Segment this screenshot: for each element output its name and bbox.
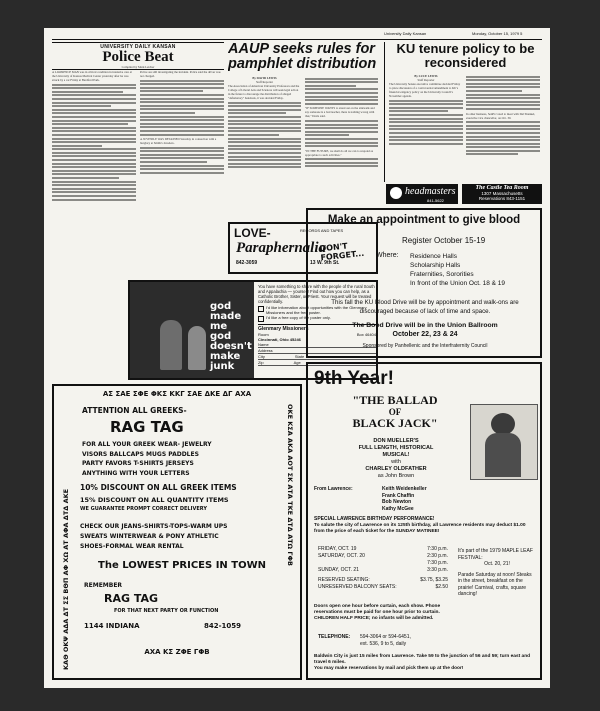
castle-reservations: Reservations 843-1151 [478,196,526,201]
glenmary-box: Box 46404 [356,332,376,338]
unreserved-label: UNRESERVED BALCONY SEATS: [318,584,397,590]
ku-lead: The University Senate executive committee decided Friday to place discussion of a controversial amendment to KU's financial exigency policy on the University Council's November agenda. [389,82,461,98]
greek-letters-bottom: ΑΧΑ ΚΣ ΖΦΕ ΓΦΒ [144,648,210,656]
ku-byline: By LUCE LEWIS [414,74,438,78]
police-col-2 [140,70,224,175]
glenmary-text: You have something to share with the people of the rural South and Appalachia — yourself! Find out how you can help, as a Catholic Brother, Sister, or Priest. Your request will be treated confidentially. [258,284,375,304]
child-figure-2 [188,326,206,370]
castle-address: 1307 Massachusetts [481,191,523,196]
telephone-label: TELEPHONE: [318,634,351,640]
child-figure-1 [160,320,182,370]
ballad-title-3: BLACK JACK" [352,416,438,430]
discount-line-2: 15% DISCOUNT ON ALL QUANTITY ITEMS [80,496,229,504]
form-city-field[interactable]: City [258,354,265,360]
cast-4: Kathy McGee [382,505,414,512]
ku-col-1 [389,74,463,146]
ballad-title-2: OF [388,407,402,417]
location-4: In front of the Union Oct. 18 & 19 [410,280,506,287]
telephone-number: 594-3064 or 594-6451, [360,634,411,640]
figure-head [491,413,515,435]
location-2: Scholarship Halls [410,262,461,269]
ku-col-2 [466,74,540,157]
glenmary-option-2-label: I'd like a free copy of the poster only. [266,315,331,321]
blood-drive-location: The Bood Drive will be in the Union Ballroom [352,322,498,329]
baldwin-directions [314,654,538,672]
form-name-field[interactable]: Name [258,342,376,348]
checkbox-icon[interactable] [258,306,264,312]
police-col-1 [52,70,136,202]
date-2: SATURDAY, OCT. 20 [318,553,365,559]
ku-tenure-article [384,42,542,182]
headmasters-ad [386,184,458,204]
newspaper-page [44,28,550,688]
maple-leaf-festival [458,548,536,598]
product-line-1: FOR ALL YOUR GREEK WEAR- JEWELRY [82,441,212,448]
time-1: 7:30 p.m. [427,546,448,552]
doors-info: Doors open one hour before curtain, each show. Phone reservations must be paid for one hour prior to curtain. CHILDREN HALF PRICE; no infants will be admitted. [314,604,441,621]
ballad-star: CHARLEY OLDFATHER [365,466,427,472]
glenmary-photo [130,282,254,378]
checkbox-icon[interactable] [258,316,264,322]
figure-body [485,433,521,477]
time-2: 2:30 p.m. [427,553,448,559]
police-masthead: UNIVERSITY DAILY KANSAN [52,42,224,50]
aaup-col-1 [228,76,301,170]
ku-title: KU tenure policy to be reconsidered [396,42,535,70]
greek-letters-top: ΑΣ ΣΑΕ ΣΦΕ ΦΚΣ ΚΚΓ ΣΑΕ ΔΚΕ ΔΓ ΑΧΑ [102,390,252,398]
header-rule [52,39,542,40]
greek-letters-left: ΚΑΘ ΟΚΨ ΑΔΑ ΔΤ ΣΣ ΒΘΠ ΑΦ ΧΩ ΑΤ ΑΦΑ ΔΤΔ ΑΚΕ [62,488,70,670]
unreserved-price: $2.50 [435,584,448,590]
glenmary-org: Glenmary Missioners [258,326,309,333]
blood-register: Register October 15-19 [402,236,486,245]
blood-where: Where: [376,252,399,259]
page-header [44,28,550,38]
form-age-field[interactable]: Age [293,360,301,366]
cast-from: From Lawrence: [314,486,353,492]
apparel-line-2: SWEATS WINTERWEAR & PONY ATHLETIC [80,533,219,540]
ragtag-name-2: RAG TAG [104,592,159,605]
discount-line-1: 10% DISCOUNT ON ALL GREEK ITEMS [80,483,237,492]
rag-tag-ad [52,384,302,680]
cast-3: Bob Newton [382,499,412,505]
ragtag-remember: REMEMBER [84,582,123,589]
headmasters-phone: 841-5622 [427,198,444,203]
cast-2: Frank Chaffin [382,492,415,499]
delivery-guarantee: WE GUARANTEE PROMPT CORRECT DELIVERY [80,506,207,512]
glenmary-room: Room [258,332,269,338]
love-sub: RECORDS AND TAPES [300,228,344,233]
blood-sponsor: Sponsored by Panhellenic and the Interfraternity Council [362,343,488,349]
ku-role: Staff Reporter [417,78,435,82]
location-3: Fraternities, Sororities [410,271,474,278]
aaup-body2: "IF SOMEONE WANTS to stand out on the sidewalk and say someone is a bad teacher, there is nothing wrong with that," Davis said. [305,106,375,119]
desc-line-2: FULL LENGTH, HISTORICAL [358,445,434,451]
apparel-line-3: SHOES-FORMAL WEAR RENTAL [80,543,184,550]
blood-dates: October 22, 23 & 24 [392,331,458,338]
desc-with: with [391,459,401,465]
love-brand: Paraphernalia [236,240,327,256]
aaup-role: Staff Reporter [255,80,274,84]
love-phone: 842-3059 [236,260,258,266]
maple-parade: Parade Saturday at noon! Steaks in the street, breakfast on the prairie! Carnival, crafts, square dancing! [458,571,532,597]
baldwin-text: Baldwin City is just 15 miles from Lawrence. Take 59 to the junction of 56 and 59; turn east and travel 6 miles. [314,654,531,665]
police-body2: Police are still investigating the incident. Police said the driver was not charged. [140,70,221,78]
police-title: Police Beat [102,49,174,65]
mail-text: You may make reservations by mail and pick them up at the door! [314,666,464,671]
date-1: FRIDAY, OCT. 19 [318,546,357,552]
ballad-black-jack-ad [306,362,542,680]
form-state-field[interactable]: State [294,354,305,360]
aaup-byline: By DAVID LEWIS [252,76,277,80]
ragtag-discounts [80,482,276,513]
glenmary-slogan: god made me god doesn't make junk [210,301,252,372]
love-title: LOVE- [234,226,271,240]
date-3: SUNDAY, OCT. 21 [318,567,359,573]
black-jack-photo [470,404,538,480]
apparel-line-1: CHECK OUR JEANS-SHIRTS-TOPS-WARM UPS [80,523,228,530]
police-credit: Compiled by Mark Letcher [52,65,224,70]
product-line-2: VISORS BALLCAPS MUGS PADDLES [82,450,199,458]
ragtag-address: 1144 INDIANA [84,622,140,630]
aaup-title: AAUP seeks rules for pamphlet distribution [228,42,377,72]
telephone-ext: ext. 536, 9 to 5, daily [360,640,407,647]
love-address: 13 W. 9th St. [310,260,340,266]
aaup-col-2 [305,76,378,169]
header-date: Monday, October 15, 1979 5 [472,31,523,36]
product-line-3: PARTY FAVORS T-SHIRTS JERSEYS [82,460,194,467]
birthday-salute: To salute the city of Lawrence on its 125th birthday, all Lawrence residents may deduct $1.00 from the price of each ticket for the SUNDAY MATINEE! [314,523,526,534]
police-lead: A LAWRENCE MAN was in critical condition in intensive care at the University of Kansas Medical Center yesterday after he was struck by a car Friday at Bardford Park. [52,70,132,82]
blood-para: This fall the KU Blood Drive will be by appointment and walk-ons are discouraged because of lack of time and space. [331,299,519,315]
form-zip-field[interactable]: Zip [258,360,264,366]
showtimes [318,546,448,591]
blood-locations [410,252,505,288]
aaup-lead: The Association of American University Professors and the College of Liberal Arts and Sciences will seek legal action in the future to discourage the distribution of alleged "defamatory" handouts, it was decided Friday. [228,84,300,100]
ragtag-apparel [80,522,276,552]
aaup-article [228,42,378,220]
police-beat-article [52,42,224,274]
police-juvenile: A JUVENILE WAS DETAINED Saturday in connection with a burglary at Smith's Jewelers. [140,137,217,146]
reserved-price: $3.75, $3.25 [420,577,448,583]
ballad-year: 9th Year! [314,368,394,389]
ragtag-attention: ATTENTION ALL GREEKS- [82,406,187,415]
dont-forget-logo: DON'T FORGET... [319,241,365,263]
ballad-title-1: "THE BALLAD [352,393,438,407]
maple-text: It's part of the 1979 MAPLE LEAF FESTIVAL: [458,548,533,561]
ballad-role: as John Brown [377,473,415,479]
aaup-body3: "IN THE FUTURE, we shall do all we can to respond as appropriate to such activities." [305,148,373,157]
telephone-info [360,634,411,647]
ragtag-tagline: FOR THAT NEXT PARTY OR FUNCTION [114,608,219,614]
castle-tea-room-ad [462,184,542,204]
ragtag-products [82,440,272,478]
ragtag-phone: 842-1059 [204,622,241,630]
desc-line-1: DON MUELLER'S [373,438,419,444]
cast-1: Keith Weidenkeller [382,486,427,492]
form-address-field[interactable]: Address [258,348,376,354]
headmasters-logo-icon [390,187,402,199]
time-2b: 7:30 p.m. [427,560,448,566]
header-paper-name: University Daily Kansan [384,31,427,36]
blood-drive-ad [306,208,542,358]
castle-name: The Castle Tea Room [475,185,529,191]
special-performance: SPECIAL LAWRENCE BIRTHDAY PERFORMANCE! [314,516,435,522]
location-1: Residence Halls [410,253,457,260]
desc-line-3: MUSICAL! [382,452,410,458]
glenmary-option-1-label: I'd like information about opportunities with the Glenmary Missioners and the free poster. [266,305,367,315]
ragtag-lowest-prices: The LOWEST PRICES IN TOWN [98,560,266,571]
blood-headline: Make an appointment to give blood [327,214,521,226]
product-line-4: ANYTHING WITH YOUR LETTERS [82,469,190,477]
ballad-title [330,394,460,430]
cast-list [382,486,427,512]
ku-body2: In other business, SenEx voted to meet with Del Shankel, executive vice chancellor, on Oct. 30. [466,111,536,120]
time-3: 3:30 p.m. [427,567,448,573]
greek-letters-right: ΟΚΕ ΚΣΑ ΑΚΑ ΑΟΤ ΣΚ ΑΤΑ ΤΚΕ ΔΤΔ ΑΤΩ ΓΦΒ [286,404,294,566]
ballad-description [328,438,464,480]
headmasters-name: headmasters [405,186,456,197]
maple-date: Oct. 20, 21! [484,561,510,567]
glenmary-city: Cincinnati, Ohio 45246 [258,337,301,343]
ragtag-name: RAG TAG [110,418,184,436]
reserved-label: RESERVED SEATING: [318,577,370,583]
